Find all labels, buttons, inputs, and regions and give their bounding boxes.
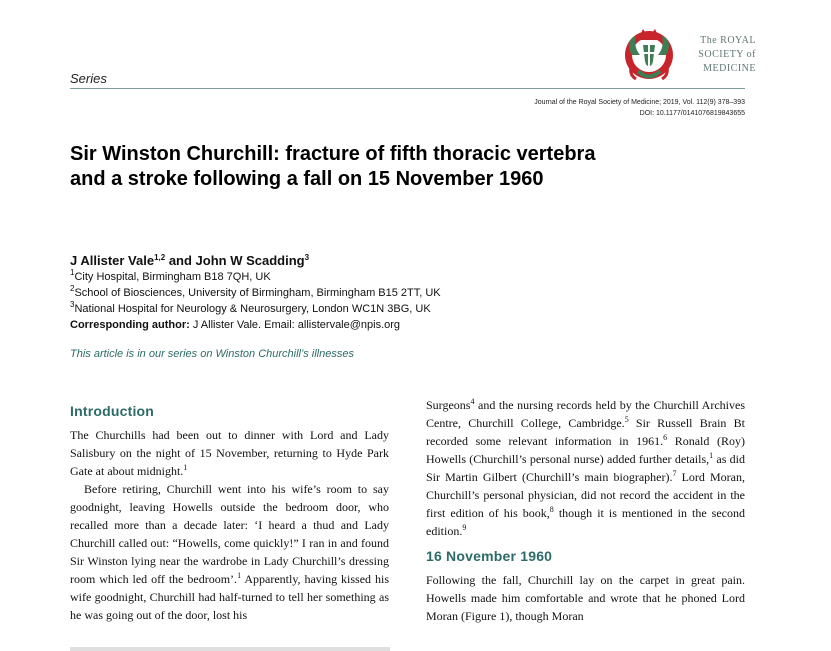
intro-paragraph-1 <box>70 426 389 480</box>
paragraph-text: The Churchills had been out to dinner with Lord and Lady Salisbury on the night of 15 November, returning to Hyde Park Gate at about midnight. <box>70 428 389 478</box>
cut-off-text-fragment <box>70 647 390 651</box>
series-label: Series <box>70 71 107 86</box>
paragraph-text: Ronald (Roy) Howells (Churchill’s personal nurse) added further details, <box>426 434 745 466</box>
logo-royal: ROYAL <box>720 35 756 46</box>
author-block <box>70 253 690 333</box>
journal-citation: Journal of the Royal Society of Medicine; 2019, Vol. 112(9) 378–393 <box>534 99 745 106</box>
introduction-heading: Introduction <box>70 403 155 419</box>
corresponding-author <box>70 317 690 333</box>
royal-society-wordmark <box>686 34 756 76</box>
affiliation-text: National Hospital for Neurology & Neurosurgery, London WC1N 3BG, UK <box>74 303 431 315</box>
citation-marker: 7 <box>672 469 677 478</box>
logo-of: of <box>746 49 756 60</box>
author-name-scadding: and John W Scadding <box>165 253 305 268</box>
affiliation-text: School of Biosciences, University of Birmingham, Birmingham B15 2TT, UK <box>74 287 441 299</box>
royal-society-crest-icon <box>618 22 680 88</box>
doi: DOI: 10.1177/0141076819843655 <box>639 110 745 117</box>
series-note: This article is in our series on Winston Churchill’s illnesses <box>70 348 354 360</box>
logo-society: SOCIETY <box>698 49 744 60</box>
article-title: Sir Winston Churchill: fracture of fifth thoracic vertebra and a stroke following a fall on 15 November 1960 <box>70 143 596 190</box>
royal-society-logo <box>618 22 758 90</box>
paragraph-text: Lord Moran, Churchill’s personal physician, did not record the accident in the first edition of his book, <box>426 470 745 520</box>
citation-marker: 5 <box>624 415 629 424</box>
paragraph-text: Surgeons <box>426 398 471 412</box>
author-line <box>70 253 690 269</box>
citation-marker: 1 <box>183 463 188 472</box>
sources-paragraph <box>426 396 745 540</box>
author-name-vale: J Allister Vale <box>70 253 155 268</box>
intro-paragraph-2 <box>70 480 389 624</box>
affiliation-3 <box>70 301 690 317</box>
paragraph-text: Before retiring, Churchill went into his wife’s room to say goodnight, leaving Howells outside the bedroom door, who recalled more than a decade later: ‘I heard a thud and Lady Churchill called out: “Howells, come quickly!” I ran in and found Sir Winston lying near the wardrobe in Lady Churchill’s dressing room which led off the bedroom’. <box>70 482 389 586</box>
affiliation-marker: 3 <box>70 300 75 309</box>
paragraph-text: though it is mentioned in the second edition. <box>426 506 745 538</box>
affiliation-text: City Hospital, Birmingham B18 7QH, UK <box>74 271 271 283</box>
citation-marker: 4 <box>470 397 475 406</box>
paragraph-text: Sir Russell Brain Bt recorded some relevant information in 1961. <box>426 416 745 448</box>
citation-marker: 9 <box>462 523 467 532</box>
affiliation-marker: 2 <box>70 284 75 293</box>
affiliation-1 <box>70 269 690 285</box>
affiliation-2 <box>70 285 690 301</box>
citation-marker: 1 <box>237 571 242 580</box>
author-affiliation-marker: 3 <box>304 253 310 262</box>
paragraph-text: Apparently, having kissed his wife goodnight, Churchill had half-turned to tell her something as he was going out of the door, lost his <box>70 572 389 622</box>
november-16-paragraph: Following the fall, Churchill lay on the carpet in great pain. Howells made him comfortable and wrote that he phoned Lord Moran (Figure 1), though Moran <box>426 573 745 623</box>
author-affiliation-marker: 1,2 <box>154 253 166 262</box>
logo-the: The <box>700 35 718 46</box>
affiliation-marker: 1 <box>70 268 75 277</box>
left-column <box>70 403 389 624</box>
logo-medicine: MEDICINE <box>703 63 756 74</box>
right-column <box>426 396 745 625</box>
citation-marker: 8 <box>549 505 554 514</box>
corresponding-label: Corresponding author: <box>70 319 190 331</box>
citation-marker: 6 <box>663 433 668 442</box>
journal-metadata <box>445 97 745 119</box>
november-16-heading: 16 November 1960 <box>426 548 553 564</box>
paragraph-text: as did Sir Martin Gilbert (Churchill’s main biographer). <box>426 452 745 484</box>
paragraph-text: and the nursing records held by the Churchill Archives Centre, Churchill College, Cambridge. <box>426 398 745 430</box>
citation-marker: 1 <box>709 451 714 460</box>
corresponding-email: J Allister Vale. Email: allistervale@npis.org <box>189 319 401 331</box>
